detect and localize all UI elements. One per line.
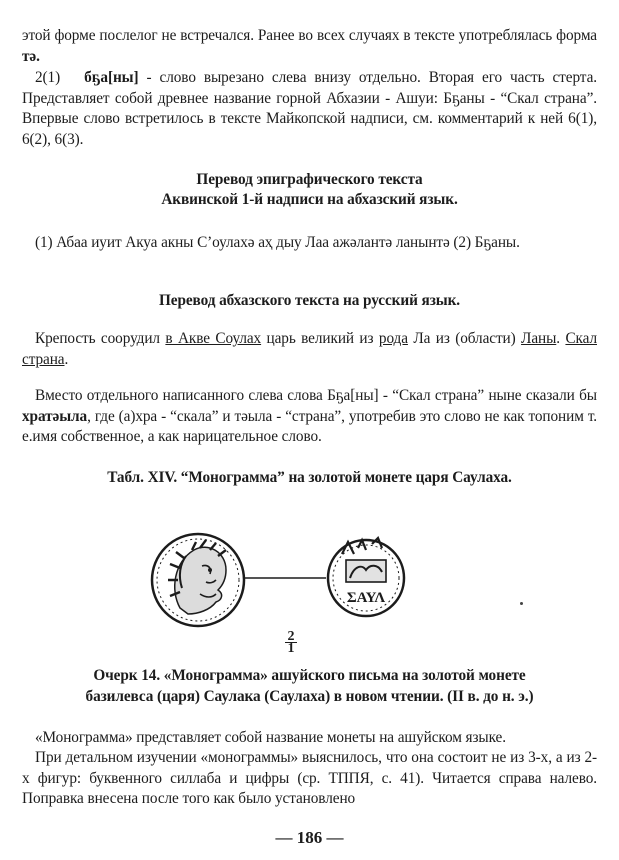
paragraph-text: этой форме послелог не встречался. Ранее во всех случаях в тексте употреблялась форма <box>22 27 597 44</box>
russian-translation-paragraph: Крепость соорудил в Акве Соулах царь великий из рода Ла из (области) Ланы. Скал страна. <box>22 330 597 368</box>
bold-word: хратәыла <box>22 407 88 425</box>
heading-line: базилевса (царя) Саулака (Саулаха) в новом чтении. (II в. до н. э.) <box>85 687 534 705</box>
coin-reverse <box>328 538 404 616</box>
heading-line: Перевод эпиграфического текста <box>196 171 423 188</box>
commentary-text: - слово вырезано слева внизу отдельно. Вторая его часть стерта. Представляет собой древнее название горной Абхазии - Ашуи: Бҕаны - “Скал страна”. Впервые слово встретилось в тексте Майкопской надписи, см. комментарий к ней 6(1), 6(2), 6(3). <box>22 69 597 148</box>
essay-paragraph-1: «Монограмма» представляет собой название монеты на ашуйском языке. <box>35 729 506 746</box>
explanation-paragraph: Вместо отдельного написанного слева слова Бҕа[ны] - “Скал страна” ныне сказали бы хратәыла, где (а)хра - “скала” и тәыла - “страна”, употребив это слово не как топоним т. е.имя собственное, а как нарицательное слово. <box>22 387 597 445</box>
abkhaz-translation-paragraph: (1) Абаа иуит Акуа акны С’оулахә аҳ дыу Лаа ажәлантә ланынтә (2) Бҕаны. <box>35 234 520 251</box>
heading-line: Аквинской 1-й надписи на абхазский язык. <box>161 191 458 208</box>
coin-illustration <box>140 520 420 640</box>
coin-fraction-label: 2 1 <box>281 631 301 653</box>
section-heading-translation <box>22 170 597 210</box>
section-heading-russian: Перевод абхазского текста на русский язык. <box>158 292 461 309</box>
commentary-number: 2(1) <box>35 69 61 86</box>
heading-line: Очерк 14. «Монограмма» ашуйского письма на золотой монете <box>93 667 526 684</box>
print-speck <box>520 602 523 605</box>
table-caption: Табл. XIV. “Монограмма” на золотой монете царя Саулаха. <box>107 469 512 486</box>
commentary-paragraph <box>22 68 597 150</box>
coin-obverse <box>152 534 244 626</box>
coin-legend: ΣΑΥΛ <box>346 590 386 606</box>
page-number: — 186 — <box>275 828 344 847</box>
paragraph-continuation <box>22 26 597 67</box>
bold-term: тә. <box>22 47 40 65</box>
essay-heading <box>22 666 597 707</box>
essay-paragraph-2: При детальном изучении «монограммы» выяснилось, что она состоит не из 3-х, а из 2-х фигур: буквенного силлаба и цифры (ср. ТППЯ, с. 41). Читается справа налево. Поправка внесена после того как было установлено <box>22 749 597 807</box>
commentary-term: бҕа[ны] <box>84 69 139 86</box>
